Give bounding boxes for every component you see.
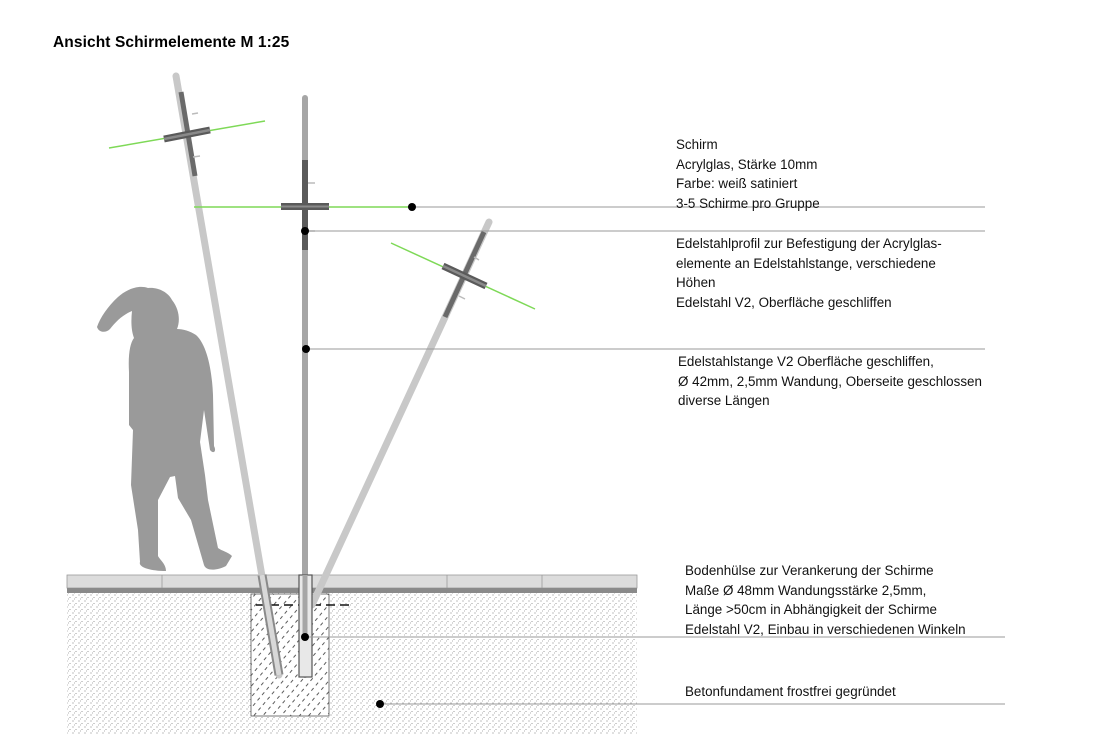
paving-bedding xyxy=(67,588,637,593)
annotation-line: 3-5 Schirme pro Gruppe xyxy=(676,195,820,211)
annotation-stange xyxy=(678,352,982,411)
annotation-line: Schirm xyxy=(676,137,718,152)
screen-clamp-center-inner xyxy=(281,206,329,208)
paving-slabs xyxy=(67,575,637,588)
annotation-line: elemente an Edelstahlstange, verschiedene xyxy=(676,255,936,271)
annotation-line: diverse Längen xyxy=(678,393,770,408)
annotation-line: Edelstahlprofil zur Befestigung der Acrylglas- xyxy=(676,236,942,251)
annotation-line: Betonfundament frostfrei gegründet xyxy=(685,684,896,699)
annotation-line: Bodenhülse zur Verankerung der Schirme xyxy=(685,563,934,578)
dot-fundament xyxy=(376,700,384,708)
dot-huelse xyxy=(301,633,309,641)
annotation-fundament xyxy=(685,682,896,702)
dot-stange xyxy=(302,345,310,353)
annotation-line: Edelstahlstange V2 Oberfläche geschliffen, xyxy=(678,354,934,369)
annotation-line: Edelstahl V2, Oberfläche geschliffen xyxy=(676,294,892,310)
dot-profil xyxy=(301,227,309,235)
annotation-line: Länge >50cm in Abhängigkeit der Schirme xyxy=(685,602,937,617)
annotation-line: Höhen xyxy=(676,275,716,290)
concrete-foundation xyxy=(251,594,329,716)
human-silhouette xyxy=(97,287,232,571)
pin-left-b xyxy=(193,156,200,157)
annotation-line: Farbe: weiß satiniert xyxy=(676,176,798,191)
gravel-bed xyxy=(67,589,637,735)
annotation-huelse xyxy=(685,561,966,639)
annotation-line: Ø 42mm, 2,5mm Wandung, Oberseite geschlossen xyxy=(678,373,982,389)
pin-right-b xyxy=(459,296,465,299)
pin-left-a xyxy=(192,113,198,114)
dot-schirm xyxy=(408,203,416,211)
annotation-line: Edelstahl V2, Einbau in verschiedenen Winkeln xyxy=(685,621,966,637)
annotation-profil xyxy=(676,234,942,312)
drawing-title: Ansicht Schirmelemente M 1:25 xyxy=(53,34,290,51)
annotation-schirm xyxy=(676,135,820,213)
annotation-line: Maße Ø 48mm Wandungsstärke 2,5mm, xyxy=(685,582,927,598)
annotation-line: Acrylglas, Stärke 10mm xyxy=(676,156,818,172)
